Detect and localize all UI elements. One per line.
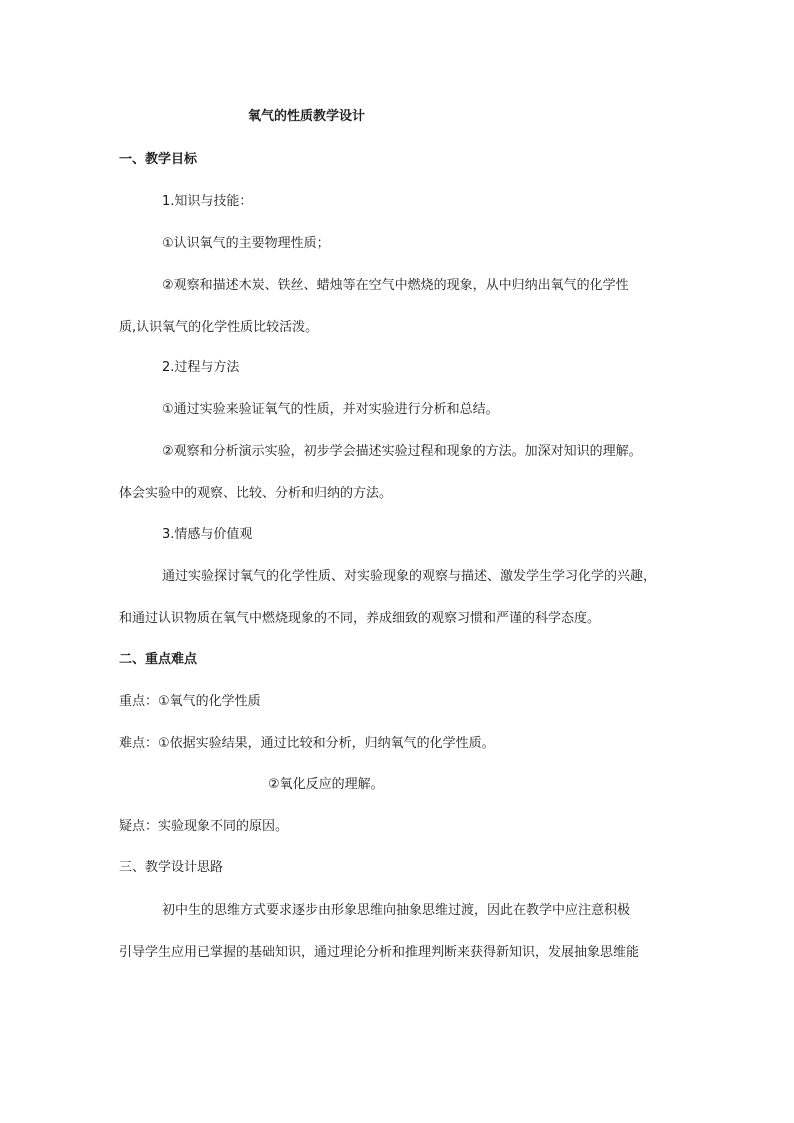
subheading-knowledge-skills: 1.知识与技能： <box>162 194 253 209</box>
paragraph-design-idea-line2: 引导学生应用已掌握的基础知识，通过理论分析和推理判断来获得新知识，发展抽象思维能 <box>119 945 640 960</box>
paragraph-observe-burning-line2: 质,认识氧气的化学性质比较活泼。 <box>119 320 319 335</box>
paragraph-analyze-demo-line1: ②观察和分析演示实验，初步学会描述实验过程和现象的方法。加深对知识的理解。 <box>162 444 642 459</box>
paragraph-doubt-point: 疑点：实验现象不同的原因。 <box>119 819 289 834</box>
paragraph-physical-properties: ①认识氧气的主要物理性质； <box>162 236 330 251</box>
section-heading-key-difficult: 二、重点难点 <box>119 652 198 667</box>
subheading-process-method: 2.过程与方法 <box>162 360 240 375</box>
paragraph-difficult-point-1: 难点：①依据实验结果，通过比较和分析，归纳氧气的化学性质。 <box>119 736 495 751</box>
document-title: 氧气的性质教学设计 <box>248 109 366 124</box>
paragraph-emotion-line1: 通过实验探讨氧气的化学性质、对实验现象的观察与描述、激发学生学习化学的兴趣， <box>162 569 657 584</box>
section-heading-design-idea: 三、教学设计思路 <box>119 860 224 875</box>
paragraph-difficult-point-2: ②氧化反应的理解。 <box>268 777 384 792</box>
paragraph-emotion-line2: 和通过认识物质在氧气中燃烧现象的不同，养成细致的观察习惯和严谨的科学态度。 <box>119 611 601 626</box>
paragraph-key-point: 重点：①氧气的化学性质 <box>119 694 261 709</box>
paragraph-observe-burning-line1: ②观察和描述木炭、铁丝、蜡烛等在空气中燃烧的现象，从中归纳出氧气的化学性 <box>162 278 629 293</box>
paragraph-verify-properties: ①通过实验来验证氧气的性质，并对实验进行分析和总结。 <box>162 402 499 417</box>
section-heading-teaching-goals: 一、教学目标 <box>119 152 198 167</box>
subheading-emotion-values: 3.情感与价值观 <box>162 527 253 542</box>
paragraph-analyze-demo-line2: 体会实验中的观察、比较、分析和归纳的方法。 <box>119 486 393 501</box>
paragraph-design-idea-line1: 初中生的思维方式要求逐步由形象思维向抽象思维过渡，因此在教学中应注意积极 <box>162 903 631 918</box>
